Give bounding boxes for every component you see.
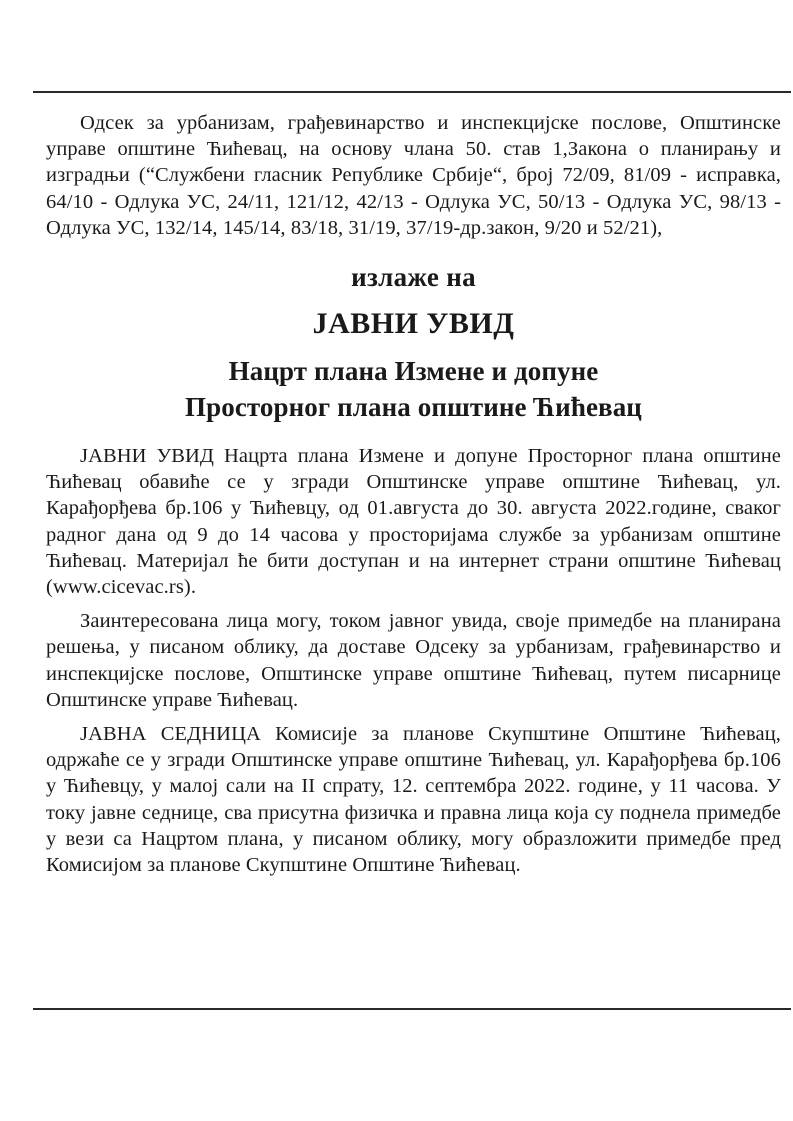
bottom-divider: [33, 1008, 791, 1010]
intro-paragraph: Одсек за урбанизам, грађевинарство и инспекцијске послове, Општинске управе општине Ћићевац, на основу члана 50. став 1,Закона о планирању и изградњи (“Службени гласник Републике Србије“, број 72/09, 81/09 - исправка, 64/10 - Одлука УС, 24/11, 121/12, 42/13 - Одлука УС, 50/13 - Одлука УС, 98/13 - Одлука УС, 132/14, 145/14, 83/18, 31/19, 37/19-др.закон, 9/20 и 52/21),: [46, 112, 781, 239]
plan-title: [46, 353, 781, 425]
objections-paragraph: Заинтересована лица могу, током јавног увида, своје примедбе на планирана решења, у писаном облику, да доставе Одсеку за урбанизам, грађевинарство и инспекцијске послове, Општинске управе општине Ћићевац, путем писарнице Општинске управе Ћићевац.: [46, 610, 781, 711]
notice-body: [46, 110, 781, 886]
heading-exposes: излаже на: [351, 262, 476, 293]
plan-title-line-1: Нацрт плана Измене и допуне: [228, 356, 599, 387]
public-review-paragraph: ЈАВНИ УВИД Нацрта плана Измене и допуне Просторног плана општине Ћићевац обавиће се у згради Општинске управе општине Ћићевац, ул. Карађорђева бр.106 у Ћићевцу, од 01.августа до 30. августа 2022.године, сваког радног дана од 9 до 14 часова у просторијама службе за урбанизам општине Ћићевац. Материјал ће бити доступан и на интернет страни општине Ћићевац (www.cicevac.rs).: [46, 445, 781, 599]
top-divider: [33, 91, 791, 93]
plan-title-line-2: Просторног плана општине Ћићевац: [185, 392, 642, 423]
public-session-paragraph: ЈАВНА СЕДНИЦА Комисије за планове Скупштине Општине Ћићевац, одржаће се у згради Општинске управе општине Ћићевац, ул. Карађорђева бр.106 у Ћићевцу, у малој сали на II спрату, 12. септембра 2022. године, у 11 часова. У току јавне седнице, сва присутна физичка и правна лица која су поднела примедбе у вези са Нацртом плана, у писаном облику, могу образложити примедбе пред Комисијом за планове Скупштине Општине Ћићевац.: [46, 723, 781, 877]
heading-public-review: ЈАВНИ УВИД: [312, 307, 515, 341]
